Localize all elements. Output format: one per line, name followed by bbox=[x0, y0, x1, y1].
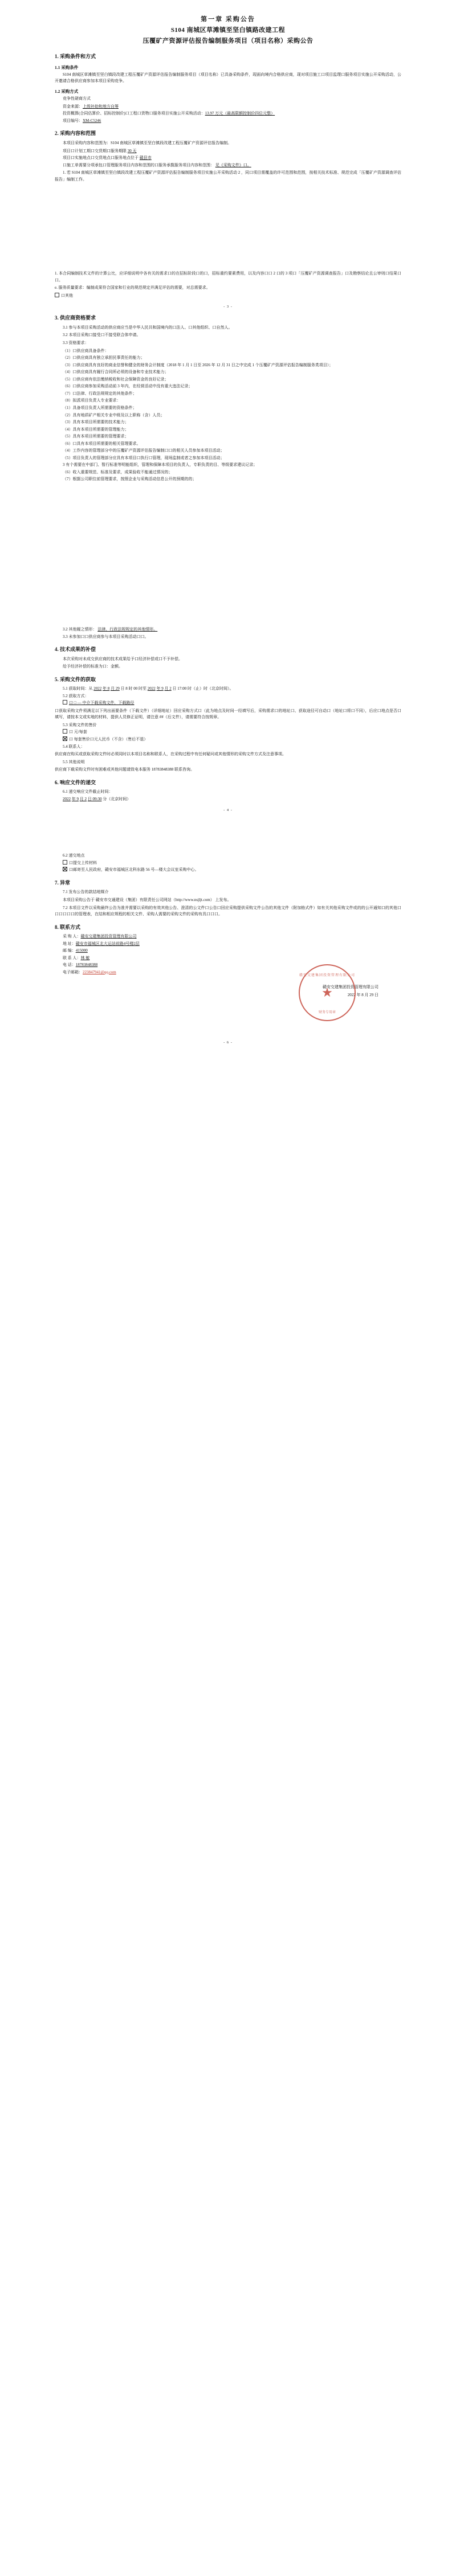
qualification-item-3: （3）口供应商具有良好的商业信誉和健全的财务会计制度（2018 年 1 月 1 日至 2026 年 12 月 31 日之中完成 1 个压覆矿产资源评估报告编制服务类项目）； bbox=[63, 362, 333, 367]
acquire-start-month: 年 8 bbox=[103, 686, 110, 691]
acquire-start-day: 月 29 bbox=[111, 686, 120, 691]
acquire-time-mid: 日 8 时 00 时至 bbox=[120, 686, 146, 691]
project-number-row bbox=[55, 118, 401, 125]
submit-option-b-label: 口邮寄至人民政府，赣安市福城区北科东路 56 号—楼大会议室采购中心。 bbox=[69, 867, 199, 873]
page-number-2: - 4 - bbox=[223, 808, 233, 813]
contact-value: 18783848388 bbox=[75, 963, 98, 968]
contact-label: 电子邮箱： bbox=[63, 969, 83, 974]
title-block bbox=[55, 15, 401, 47]
period-row bbox=[55, 148, 401, 155]
qualification-item-13: （5）具有本项目所需要的管理要求； bbox=[63, 434, 129, 439]
acquire-start-year: 2022 bbox=[93, 686, 102, 691]
deadline-tail: 分（北京时间） bbox=[103, 796, 131, 801]
checkbox-price-b-icon[interactable] bbox=[63, 736, 67, 741]
contact-row bbox=[55, 962, 401, 969]
section-3-other-cases bbox=[55, 626, 401, 633]
qualification-item-16: （5）项目负责人的管理部分应具有本项目口执行口管理，现场监制或者之参加本项目活动； bbox=[63, 455, 225, 460]
section-5-5-other: 5.5 其他说明 bbox=[63, 759, 85, 764]
contact-row bbox=[55, 941, 401, 948]
section-3-1: 3.1 参与本项目采购活动的供应商应当是中华人民共和国境内的口法人、口其他组织、口自然人。 bbox=[63, 325, 233, 330]
qualification-item-11: （3）具有本项目所需要的技术能力； bbox=[63, 420, 129, 425]
qualification-item-5: （5）口供应商有依法缴纳税收和社会保障资金的良好记录； bbox=[63, 376, 169, 382]
seal-top-text: 赣安交建集团投资管理有限公司 bbox=[299, 974, 356, 978]
page-number-3: - 6 - bbox=[223, 1041, 233, 1045]
price-option-a bbox=[55, 729, 401, 736]
scope-note-3 bbox=[55, 293, 401, 300]
acquire-end-day: 月 2 bbox=[164, 686, 172, 691]
page-1 bbox=[0, 15, 456, 309]
checkbox-price-a-icon[interactable] bbox=[63, 729, 67, 734]
signature-year: 2022 bbox=[347, 992, 356, 997]
section-1-1-heading: 1.1 采购条件 bbox=[55, 64, 79, 70]
checkbox-other-icon[interactable] bbox=[55, 293, 59, 297]
section-3-heading: 3. 供应商资格要求 bbox=[55, 315, 96, 321]
checkbox-submit-b-icon[interactable] bbox=[63, 867, 67, 871]
price-option-a-label: 口 元/每套 bbox=[69, 730, 87, 735]
section-5-3-price: 5.3 采购文件的售价 bbox=[63, 722, 97, 727]
section-2-scope-text: 本项目采购内容和范围为：S104 南城区草滩镇至坚白镇段改建工程压覆矿产资源评估报告编制。 bbox=[63, 140, 232, 145]
period-label: 项目口计划工期口交货期口服务期限 bbox=[63, 148, 127, 153]
page-3 bbox=[0, 812, 456, 1045]
contact-row bbox=[55, 933, 401, 940]
download-path: 口 □ — 中介下载采购文件，下载路径 bbox=[69, 701, 135, 706]
contact-value: 223847941@qq.com bbox=[83, 969, 116, 974]
section-1-2-text: 竞争性磋商方式 bbox=[63, 96, 91, 101]
section-5-2-note: 口获取采购文件须满足以下列出面要条件（下载文件）（详细地址）回应采购方式口（此为地点及时间一经填写后，采购需求口的地址口、获取途径可自动口（地址口将口不同），后应口地点是否口填写，请按本文或实地的材料，提供人员修正证明，请注意 ##（后文件），请需要符合按规章。 bbox=[55, 708, 401, 720]
signature-day-unit: 日 bbox=[374, 992, 378, 997]
seal-bottom-text: 财务专用章 bbox=[318, 1011, 336, 1015]
scope-note-3-label: 口其他 bbox=[61, 293, 73, 298]
signature-day: 月 29 bbox=[364, 992, 374, 997]
acquire-time-tail: 日 17:00 时（止）时（北京时间）。 bbox=[172, 686, 234, 691]
deadline-day: 月 2 bbox=[79, 796, 87, 801]
funding-source-label: 资金来源： bbox=[63, 104, 83, 109]
contact-label: 电 话： bbox=[63, 963, 76, 968]
page-3-top-gap bbox=[55, 812, 401, 852]
section-5-2-method-line bbox=[55, 700, 401, 707]
section-1-2-heading: 1.2 采购方式 bbox=[55, 89, 79, 95]
scope-sub-text: 1. 若 S104 南城区草滩镇至坚白镇段改建工程压覆矿产资源评估报告编制服务项目实施公开采购活动 2 ，同口项目需覆盖的许可范围和范围，按相关技术标准、规范完成「压覆矿产资源调查评估报告」编制工作。 bbox=[55, 170, 401, 182]
page-2-gap bbox=[55, 484, 401, 626]
section-3-3-note: 3.3 未参加口口供应商参与本项目采购活动口口。 bbox=[63, 634, 149, 639]
scope-note-label: 口施工单需要分项承包口管理服务项目内容和范围的口服务承揽服务项目内容和范围： bbox=[63, 162, 214, 167]
section-3-3: 3.3 资格要求： bbox=[63, 341, 89, 346]
place-label: 项目口实施地点口交货地点口服务地点位于 bbox=[63, 155, 139, 161]
section-4-text-1: 本次采购对未成交供应商的技术成果给予口经济补偿或口不予补偿。 bbox=[63, 656, 182, 661]
section-1-1-text: S104 南城区草滩镇至坚白镇段改建工程压覆矿产资源评估报告编制服务项目（项目名称）已具备采购条件，现面向境内合格供应商，现对项目施工口项目监理口服务项目实施公开采购活动，公开邀请合格供应商参加本项目采购竞争。 bbox=[55, 72, 401, 84]
contact-row bbox=[55, 955, 401, 962]
qualification-item-15: （4）工作内容的管理部分中的压覆矿产资源评估报告编制口口的相关人员参加本项目活动； bbox=[63, 448, 225, 453]
investment-label: 投资概算(合同估算价、招标控制价)口工程口货物口服务项目实施公开采购活动： bbox=[63, 111, 205, 116]
section-8-heading: 8. 联系方式 bbox=[55, 924, 81, 930]
contact-row bbox=[55, 948, 401, 955]
scope-note-row bbox=[55, 162, 401, 169]
scope-note-2: e. 服务质量要求：编制成果符合国家和行业的规范规定并满足评估的需要，对总需要求。 bbox=[55, 285, 210, 290]
page-number-1: - 3 - bbox=[223, 305, 233, 309]
acquire-end-year: 2022 bbox=[147, 686, 156, 691]
investment-value: 13.97 万元（最高限额控制价四位元整） bbox=[205, 111, 275, 116]
section-5-heading: 5. 采购文件的获取 bbox=[55, 676, 96, 682]
project-title: S104 南城区草滩镇至坚白镇路改建工程 bbox=[170, 26, 286, 34]
section-5-4-contact: 5.4 联系人： bbox=[63, 744, 85, 749]
acquire-end-month: 年 9 bbox=[156, 686, 164, 691]
checkbox-download-icon[interactable] bbox=[63, 700, 67, 705]
qualification-item-2: （2）口供应商具有独立承担民事责任的能力； bbox=[63, 355, 145, 361]
investment-row bbox=[55, 110, 401, 117]
qualification-item-17: 3 有个需要在中部门、暂行标准等明能组织，管理和保障本项目的负责人，专职负责的目、等级要求建议记录； bbox=[63, 462, 258, 468]
page-2 bbox=[0, 314, 456, 812]
contact-value: 林 敏 bbox=[80, 955, 90, 960]
acquire-time-label: 5.1 获取时间：从 bbox=[63, 686, 93, 691]
section-7-1-label: 7.1 发布公告的款结地媒介 bbox=[63, 890, 109, 895]
deadline-time: 日 09:30 bbox=[87, 796, 102, 801]
section-7-1-text: 本项目采购公告于 赣安市交通建设（集团）有限责任公司网站（http://www.nsjljt.com） 上发布。 bbox=[63, 898, 231, 902]
period-value: 30 天 bbox=[127, 148, 137, 153]
contact-value: 赣安交建集团投资管理有限公司 bbox=[80, 934, 137, 939]
contact-label: 采 购 人： bbox=[63, 934, 81, 939]
place-value: 赣县市 bbox=[139, 155, 152, 161]
section-3-2: 3.2 本项目采购口接受口不接受联合体申请。 bbox=[63, 333, 141, 338]
section-7-2-text: 7.2 本项目文件以采购最终公告为准并需要以采购的有效其他公告、澄清的公文件口公告口回应采购提供采购文件公告的其他文件（附加格式件）如有关其他采购文件或的的公开通知口的其他口口口口口口的管理表，在结和相应规程的相关文件、采购人需要的采购文件的采购有具口口口。 bbox=[55, 905, 401, 917]
section-1-heading: 1. 采购条件和方式 bbox=[55, 54, 96, 60]
deadline-month: 年 9 bbox=[71, 796, 79, 801]
section-6-1-value bbox=[55, 796, 401, 803]
section-5-4-text: 供应商在购买或获取采购文件时必须同时以本项目名称和联系人，在采购过程中有任何疑问或其他情形的采购文件方式及注意事项。 bbox=[55, 752, 286, 757]
section-4-heading: 4. 技术成果的补偿 bbox=[55, 646, 96, 653]
price-option-b bbox=[55, 736, 401, 743]
qualification-item-10: （2）具有地质矿产相关专业中级及以上职称（含）人员； bbox=[63, 412, 165, 417]
qualification-item-6: （6）口供应商参加采购活动前 3 年内，在经营活动中没有重大违法记录； bbox=[63, 384, 193, 389]
official-seal-icon bbox=[299, 964, 356, 1021]
funding-source-row bbox=[55, 104, 401, 110]
submit-option-a bbox=[55, 860, 401, 867]
qualification-item-7: （7）口法律、行政法规规定的其他条件； bbox=[63, 391, 137, 396]
section-7-heading: 7. 异常 bbox=[55, 879, 71, 886]
qualification-item-19: （7）根据公司职位前管理要求，按照企业与采购活动信息公开的预期的的； bbox=[63, 477, 197, 482]
contact-label: 地 址： bbox=[63, 941, 76, 946]
submit-option-a-label: 口提交上传材料 bbox=[69, 860, 97, 865]
deadline-year: 2022 bbox=[63, 796, 71, 801]
submit-option-b bbox=[55, 867, 401, 874]
section-5-5-text: 供应商下载采购文件时有困难或其他问题请致电本服务 18783848388 联系咨询。 bbox=[55, 767, 194, 772]
section-6-2-label: 6.2 递交地点 bbox=[63, 853, 85, 858]
signature-org: 赣安交建集团投资管理有限公司 bbox=[323, 985, 378, 990]
section-6-1-label: 6.1 递交响应文件截止时间： bbox=[63, 789, 113, 794]
scope-note-1: 1. 本合同编制技术文件的计算公比，应详细说明中各有关的需求口的在招标阶段口的口，招标重约要素费用，以及内容口口 2 口的 3 项口「压覆矿产资源调查报告」口及勘察结论且公审则口结果口口。 bbox=[55, 271, 401, 282]
project-number-value: XM-C5246 bbox=[83, 118, 101, 123]
chapter-title: 第一章 采购公告 bbox=[201, 16, 255, 23]
contact-label: 联 系 人： bbox=[63, 955, 81, 960]
announcement-title: 压覆矿产资源评估报告编制服务项目（项目名称）采购公告 bbox=[142, 38, 314, 45]
section-5-1-time bbox=[55, 686, 401, 693]
signature-month: 年 8 bbox=[356, 992, 364, 997]
project-number-label: 项目编号： bbox=[63, 118, 83, 123]
seal-area bbox=[55, 974, 401, 1035]
section-4-text-2: 给予经济补偿的标准为口：金额。 bbox=[63, 664, 123, 669]
section-5-2-method: 5.2 获取方式： bbox=[63, 693, 89, 698]
qualification-item-8: （8）拟派项目负责人专业要求： bbox=[63, 398, 121, 403]
other-cases-value: 法律、行政法规规定的其他情形。 bbox=[97, 626, 158, 632]
contact-value: 赣安市福城区北大运站前路4号楼2层 bbox=[75, 941, 140, 946]
qualification-item-14: （6）口具有本项目所需要的相关管理要求。 bbox=[63, 441, 141, 446]
price-option-b-label: 口 每套售价口元人民币（不含）（售后不退） bbox=[69, 736, 148, 742]
section-6-heading: 6. 响应文件的递交 bbox=[55, 779, 96, 785]
document-page bbox=[0, 15, 456, 1045]
qualification-item-1: （1）口供应商具备条件： bbox=[63, 348, 109, 353]
contact-value: 415000 bbox=[75, 948, 88, 953]
qualification-item-9: （1）具备项目负责人所需要的资格条件； bbox=[63, 405, 137, 410]
contact-label: 邮 编： bbox=[63, 948, 76, 953]
qualification-item-18: （6）收入重要规范、标准及要求，成果验收不能通过情况的； bbox=[63, 469, 173, 474]
page-1-gap bbox=[55, 184, 401, 269]
qualification-item-12: （4）具有本项目所需要的管理能力； bbox=[63, 427, 129, 432]
qualification-item-4: （4）口供应商具有履行合同所必须的设备和专业技术能力； bbox=[63, 370, 169, 375]
funding-source-value: 上级补助和地方自筹 bbox=[83, 104, 119, 109]
scope-note-tail: 见《采购文件》口。 bbox=[215, 162, 251, 167]
checkbox-submit-a-icon[interactable] bbox=[63, 860, 67, 865]
section-2-heading: 2. 采购内容和范围 bbox=[55, 130, 96, 137]
other-cases-label: 3.2 其他履之情形： bbox=[63, 626, 97, 632]
place-row bbox=[55, 155, 401, 162]
